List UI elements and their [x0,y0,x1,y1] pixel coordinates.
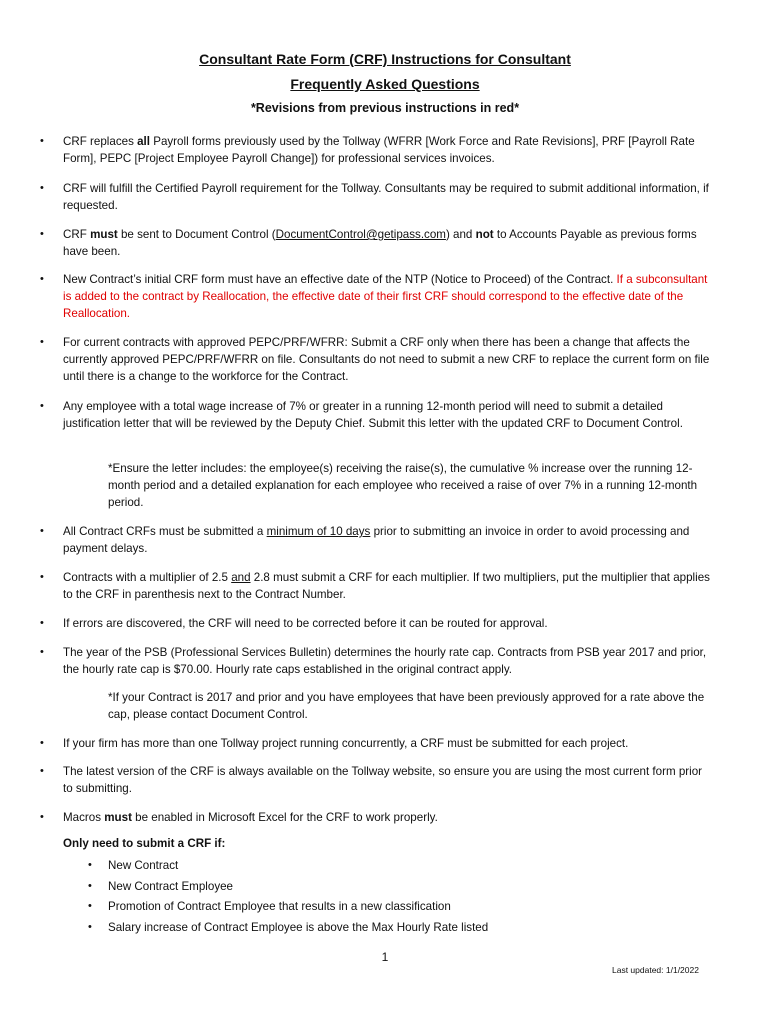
bullet-icon: • [88,921,92,933]
sub-list-item: New Contract [108,859,179,872]
item-text: The year of the PSB (Professional Services Bulletin) determines the hourly rate cap. Contracts from PSB year 2017 and prior, the hourly rate cap is $70.00. Hourly rate caps established in the original contract apply. [63,646,707,676]
item-text: be enabled in Microsoft Excel for the CRF to work properly. [131,811,438,824]
list-item [63,398,711,432]
bullet-icon: • [40,571,44,583]
item-text: Any employee with a total wage increase of 7% or greater in a running 12-month period will need to submit a detailed justification letter that will be reviewed by the Deputy Chief. Submit this letter with the updated CRF to Document Control. [63,400,683,430]
bullet-icon: • [40,646,44,658]
item-text: CRF will fulfill the Certified Payroll requirement for the Tollway. Consultants may be required to submit additional information, if requested. [63,182,709,212]
item-note: *Ensure the letter includes: the employee(s) receiving the raise(s), the cumulative % increase over the running 12-month period and a detailed explanation for each employee who received a raise of over 7% in a running 12-month period. [108,462,698,509]
list-item [63,133,711,167]
list-item [63,334,711,385]
list-item [63,615,711,632]
bullet-icon: • [40,273,44,285]
list-item [63,271,711,322]
list-item [63,763,711,797]
item-bold: must [104,811,132,824]
list-item [63,569,711,603]
item-text: If your firm has more than one Tollway project running concurrently, a CRF must be submitted for each project. [63,737,629,750]
bullet-icon: • [40,811,44,823]
item-text: prior to submitting an invoice in order to avoid processing and payment delays. [63,525,690,555]
bullet-icon: • [40,336,44,348]
sub-list-item: Salary increase of Contract Employee is above the Max Hourly Rate listed [108,921,489,934]
bullet-icon: • [40,182,44,194]
sub-list-item: New Contract Employee [108,880,234,893]
list-item [63,226,711,260]
document-control-email-link[interactable]: DocumentControl@getipass.com [275,228,446,241]
item-bold: not [475,228,494,241]
item-text: Contracts with a multiplier of 2.5 [63,571,232,584]
item-text: Payroll forms previously used by the Tollway (WFRR [Work Force and Rate Revisions], PRF [Payroll Rate Form], PEPC [Project Employee Payroll Change]) for professional services invoices. [63,135,695,165]
item-text: If errors are discovered, the CRF will need to be corrected before it can be routed for approval. [63,617,548,630]
item-text: New Contract’s initial CRF form must have an effective date of the NTP (Notice to Proceed) of the Contract. [63,273,617,286]
last-updated: Last updated: 1/1/2022 [612,965,699,975]
list-item [63,180,711,214]
bullet-icon: • [40,400,44,412]
bullet-icon: • [40,617,44,629]
bullet-icon: • [40,525,44,537]
page-number: 1 [381,950,389,964]
item-text: to Accounts Payable as previous forms have been. [63,228,697,258]
revised-text: If a subconsultant is added to the contract by Reallocation, the effective date of their first CRF should correspond to the effective date of the Reallocation. [63,273,708,320]
item-bold: must [90,228,118,241]
document-title: Consultant Rate Form (CRF) Instructions for Consultant [199,51,571,67]
list-item [63,735,711,752]
item-underlined: minimum of 10 days [266,525,371,538]
bullet-icon: • [40,228,44,240]
item-text: ) and [445,228,476,241]
bullet-icon: • [88,880,92,892]
item-text: For current contracts with approved PEPC/PRF/WFRR: Submit a CRF only when there has been a change that affects the currently approved PEPC/PRF/WFRR on file. Consultants do not need to submit a new CRF to replace the current form on file until there is a change to the workforce for the Contract. [63,336,710,383]
list-item [63,809,711,826]
bullet-icon: • [40,765,44,777]
bullet-icon: • [88,900,92,912]
document-subtitle: Frequently Asked Questions [290,76,480,92]
item-text: be sent to Document Control ( [117,228,276,241]
item-text: CRF replaces [63,135,138,148]
sub-list-item: Promotion of Contract Employee that results in a new classification [108,900,451,913]
item-note: *If your Contract is 2017 and prior and you have employees that have been previously approved for a rate above the cap, please contact Document Control. [108,691,705,721]
item-text: CRF [63,228,91,241]
only-submit-header: Only need to submit a CRF if: [63,837,226,850]
bullet-icon: • [40,737,44,749]
list-item [63,644,711,678]
revisions-note: *Revisions from previous instructions in red* [250,101,520,115]
bullet-icon: • [40,135,44,147]
item-text: Macros [63,811,105,824]
item-text: 2.8 must submit a CRF for each multiplier. If two multipliers, put the multiplier that applies to the CRF in parenthesis next to the Contract Number. [63,571,710,601]
list-item [63,523,711,557]
item-underlined: and [231,571,251,584]
item-text: All Contract CRFs must be submitted a [63,525,267,538]
item-bold: all [137,135,150,148]
bullet-icon: • [88,859,92,871]
item-text: The latest version of the CRF is always available on the Tollway website, so ensure you are using the most current form prior to submitting. [63,765,703,795]
